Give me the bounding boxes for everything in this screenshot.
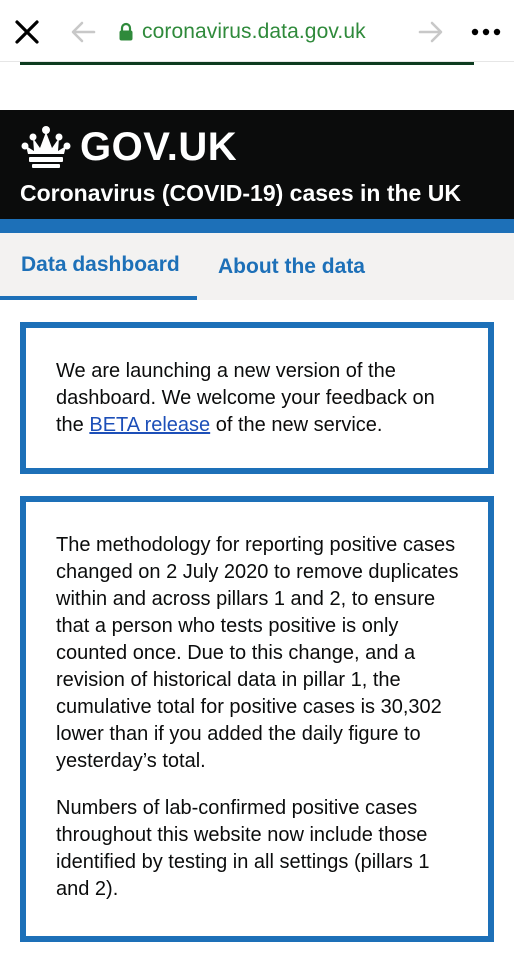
methodology-notice [20,496,494,942]
header-accent-bar [0,219,514,233]
beta-notice [20,322,494,474]
pillars-paragraph: Numbers of lab-confirmed positive cases throughout this website now include those identified by testing in all settings (pillars 1 and 2). [56,797,430,900]
tab-about-the-data[interactable]: About the data [218,254,365,278]
beta-notice-text: We are launching a new version of the dashboard. We welcome your feedback on the BETA release of the new service. [56,360,435,436]
govuk-logo-text[interactable]: GOV.UK [80,125,238,169]
methodology-paragraph: The methodology for reporting positive cases changed on 2 July 2020 to remove duplicates within and across pillars 1 and 2, to ensure that a person who tests positive is only counted once. Due to this change, and a revision of historical data in pillar 1, the cumulative total for positive cases is 30,302 lower than if you added the daily figure to yesterday’s total. [56,534,459,772]
service-name[interactable]: Coronavirus (COVID-19) cases in the UK [20,180,461,206]
address-bar[interactable] [118,16,366,48]
tab-data-dashboard[interactable]: Data dashboard [0,233,197,300]
url-text: coronavirus.data.gov.uk [142,20,366,43]
forward-arrow-icon[interactable] [418,20,444,44]
tab-navigation [0,233,514,300]
crown-icon[interactable] [20,124,72,172]
back-arrow-icon[interactable] [70,20,96,44]
lock-icon [118,22,134,42]
browser-toolbar [0,0,514,62]
divider [20,62,474,65]
govuk-header [0,110,514,219]
page-top-strip [0,62,514,110]
more-icon[interactable] [470,22,502,42]
close-icon[interactable] [14,19,40,45]
beta-release-link[interactable]: BETA release [89,414,211,436]
